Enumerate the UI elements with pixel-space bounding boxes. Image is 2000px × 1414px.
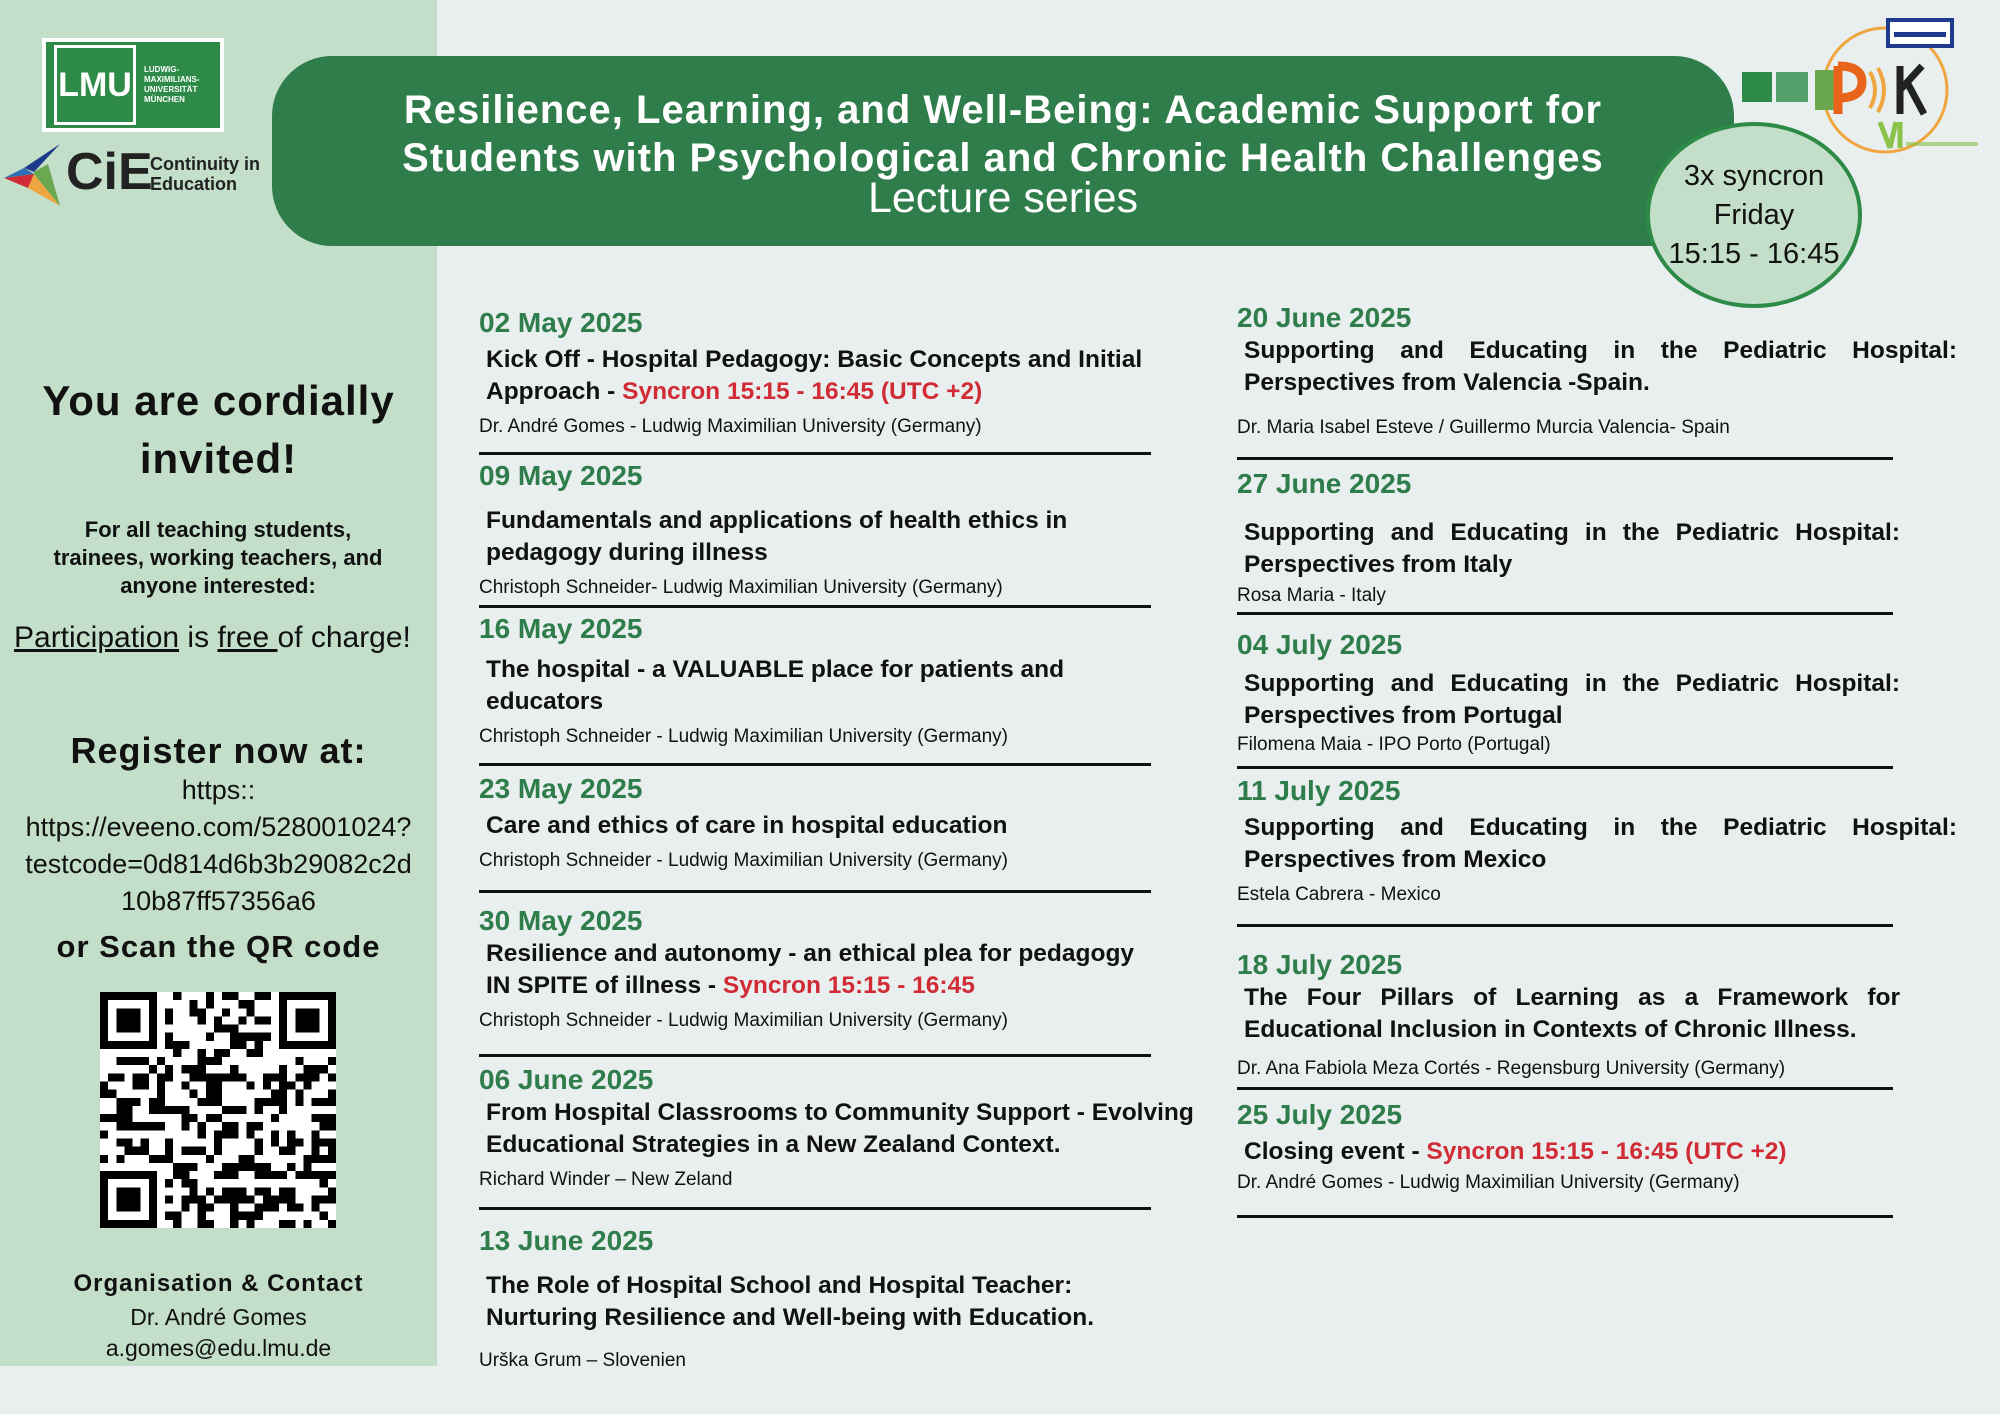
scan-qr-label: or Scan the QR code <box>56 929 381 964</box>
event-date: 30 May 2025 <box>479 905 643 936</box>
event-item <box>479 459 1159 601</box>
event-item <box>479 904 1159 1034</box>
event-speaker: Christoph Schneider- Ludwig Maximilian University (Germany) <box>479 577 1003 598</box>
event-date: 23 May 2025 <box>479 773 643 804</box>
event-date: 06 June 2025 <box>479 1064 654 1095</box>
qr-code[interactable] <box>100 992 336 1228</box>
event-title: Supporting and Educating in the Pediatric Hospital: Perspectives from Mexico <box>1244 814 1957 873</box>
cie-subtitle: Continuity in Education <box>150 154 260 194</box>
event-title: Supporting and Educating in the Pediatric Hospital: Perspectives from Italy <box>1244 519 1900 578</box>
event-item <box>479 772 1159 874</box>
event-title: The Four Pillars of Learning as a Framework for Educational Inclusion in Contexts of Chronic Illness. <box>1244 984 1900 1043</box>
divider <box>479 890 1151 893</box>
event-item <box>1237 1098 1937 1196</box>
event-date: 04 July 2025 <box>1237 629 1403 660</box>
cie-mark: CiE <box>66 143 153 201</box>
lmu-mark: LMU <box>54 45 136 125</box>
event-date: 13 June 2025 <box>479 1225 654 1256</box>
divider <box>479 1207 1151 1210</box>
event-speaker: Christoph Schneider - Ludwig Maximilian University (Germany) <box>479 850 1009 871</box>
event-speaker: Rosa Maria - Italy <box>1237 585 1386 606</box>
cie-logo <box>0 138 280 213</box>
page-title: Resilience, Learning, and Well-Being: Academic Support for Students with Psychological and Chronic Health Challenges <box>402 88 1604 180</box>
contact-name: Dr. André Gomes <box>130 1304 307 1330</box>
divider <box>1237 924 1893 927</box>
event-item <box>479 1063 1219 1193</box>
event-title: The hospital - a VALUABLE place for patients and educators <box>486 656 1065 715</box>
event-speaker: Estela Cabrera - Mexico <box>1237 884 1441 905</box>
event-date: 20 June 2025 <box>1237 302 1412 333</box>
event-speaker: Urška Grum – Slovenien <box>479 1350 686 1371</box>
divider <box>1237 766 1893 769</box>
event-speaker: Filomena Maia - IPO Porto (Portugal) <box>1237 734 1551 755</box>
divider <box>479 1054 1151 1057</box>
cie-arrow-icon <box>4 144 60 206</box>
event-date: 02 May 2025 <box>479 307 643 338</box>
divider <box>1237 612 1893 615</box>
syncron-note: Syncron 15:15 - 16:45 <box>722 972 975 999</box>
registration-link[interactable]: https:: https://eveeno.com/528001024? testcode=0d814d6b3b29082c2d 10b87ff57356a6 <box>25 775 412 916</box>
event-date: 16 May 2025 <box>479 613 643 644</box>
event-item <box>1237 628 1900 758</box>
event-speaker: Christoph Schneider - Ludwig Maximilian University (Germany) <box>479 726 1009 747</box>
event-item <box>1237 948 1900 1082</box>
register-heading: Register now at: <box>70 730 367 771</box>
syncron-note: Syncron 15:15 - 16:45 (UTC +2) <box>622 378 983 405</box>
lecture-series-subtitle: Lecture series <box>867 174 1139 222</box>
event-title: From Hospital Classrooms to Community Support - Evolving Educational Strategies in a New Zealand Context. <box>486 1099 1194 1158</box>
syncron-note: Syncron 15:15 - 16:45 (UTC +2) <box>1426 1138 1787 1165</box>
schedule-badge: 3x syncron Friday 15:15 - 16:45 <box>1646 122 1862 308</box>
event-speaker: Christoph Schneider - Ludwig Maximilian University (Germany) <box>479 1010 1009 1031</box>
event-title: Fundamentals and applications of health ethics in pedagogy during illness <box>486 507 1068 566</box>
event-speaker: Richard Winder – New Zeland <box>479 1169 733 1190</box>
event-item <box>1237 774 1957 908</box>
divider <box>1237 1087 1893 1090</box>
divider <box>479 452 1151 455</box>
event-item <box>479 306 1159 440</box>
lmu-name: LUDWIG- MAXIMILIANS- UNIVERSITÄT MÜNCHEN <box>144 65 200 104</box>
event-item <box>1237 467 1900 609</box>
divider <box>1237 457 1893 460</box>
participation-note: Participation is free of charge! <box>14 621 411 654</box>
event-title: Care and ethics of care in hospital education <box>486 812 1008 839</box>
title-banner <box>272 56 1734 246</box>
lmu-logo <box>42 38 224 132</box>
divider <box>479 763 1151 766</box>
event-speaker: Dr. Ana Fabiola Meza Cortés - Regensburg University (Germany) <box>1237 1058 1786 1079</box>
event-date: 11 July 2025 <box>1237 775 1401 806</box>
event-date: 27 June 2025 <box>1237 468 1412 499</box>
event-title: The Role of Hospital School and Hospital Teacher: Nurturing Resilience and Well-being with Education. <box>486 1272 1095 1331</box>
organisation-heading: Organisation & Contact <box>73 1270 364 1297</box>
event-item <box>479 1224 1159 1374</box>
event-speaker: Dr. André Gomes - Ludwig Maximilian University (Germany) <box>479 416 982 437</box>
event-title: Closing event - Syncron 15:15 - 16:45 (UTC +2) <box>1244 1138 1787 1165</box>
event-speaker: Dr. Maria Isabel Esteve / Guillermo Murcia Valencia- Spain <box>1237 417 1730 438</box>
divider <box>1237 1215 1893 1218</box>
event-title: Resilience and autonomy - an ethical plea for pedagogy IN SPITE of illness - Syncron 15:15 - 16:45 <box>486 940 1135 999</box>
event-item <box>479 612 1159 750</box>
event-title: Kick Off - Hospital Pedagogy: Basic Concepts and Initial Approach - Syncron 15:15 - 16:45 (UTC +2) <box>486 346 1143 405</box>
event-speaker: Dr. André Gomes - Ludwig Maximilian University (Germany) <box>1237 1172 1740 1193</box>
event-date: 18 July 2025 <box>1237 949 1403 980</box>
divider <box>479 605 1151 608</box>
invite-heading: You are cordially invited! <box>42 377 395 482</box>
event-title: Supporting and Educating in the Pediatric Hospital: Perspectives from Valencia -Spain. <box>1244 337 1957 396</box>
event-item <box>1237 301 1957 441</box>
event-date: 09 May 2025 <box>479 460 643 491</box>
contact-email[interactable]: a.gomes@edu.lmu.de <box>105 1335 332 1361</box>
event-title: Supporting and Educating in the Pediatric Hospital: Perspectives from Portugal <box>1244 670 1900 729</box>
audience-text: For all teaching students, trainees, working teachers, and anyone interested: <box>53 517 383 598</box>
event-date: 25 July 2025 <box>1237 1099 1403 1130</box>
